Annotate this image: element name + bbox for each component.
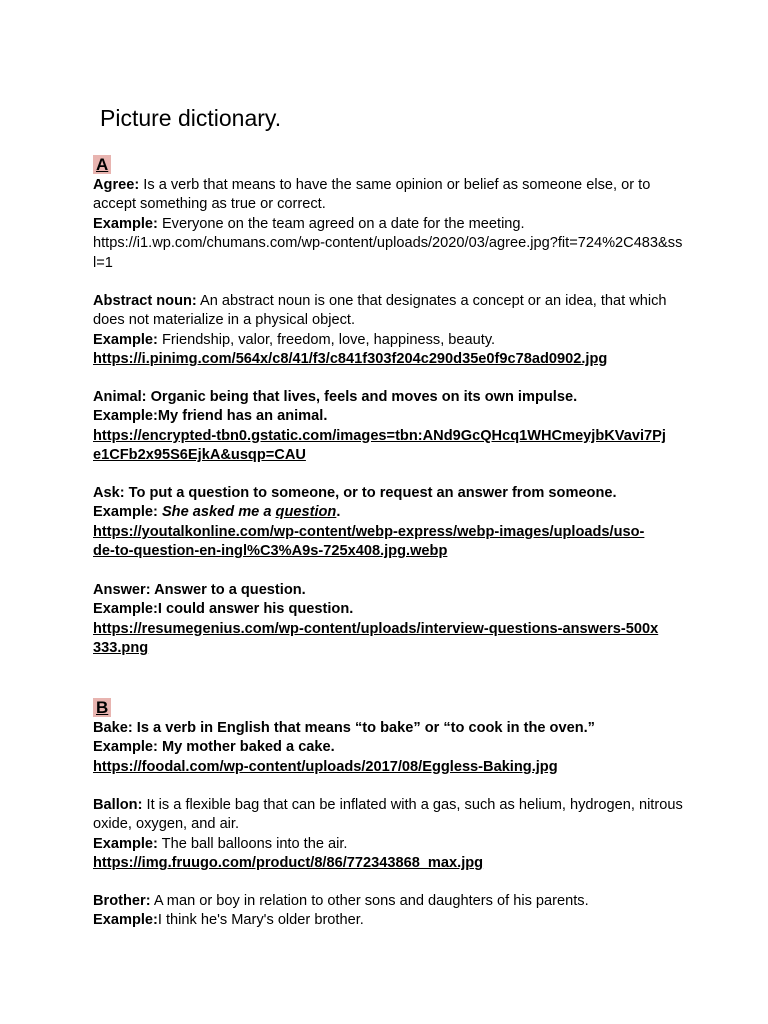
entry-abstract-noun [93, 292, 683, 370]
example-end: . [336, 504, 341, 521]
image-link[interactable]: https://youtalkonline.com/wp-content/webp-express/webp-images/uploads/uso-de-to-question-en-ingl%C3%A9s-725x408.jpg.webp [93, 523, 645, 560]
entry-definition: Bake: Is a verb in English that means “to bake” or “to cook in the oven.” [93, 720, 595, 736]
entry-term: Abstract noun: [93, 293, 197, 309]
entry-example [93, 835, 683, 854]
entry-bake [93, 719, 683, 777]
entry-definition [93, 176, 683, 215]
entry-example [93, 215, 683, 234]
entry-ballon [93, 796, 683, 874]
example-text: I think he's Mary's older brother. [157, 912, 364, 929]
example-text: The ball balloons into the air. [157, 835, 348, 852]
entry-example: Example:I could answer his question. [93, 601, 354, 618]
example-italic-underlined: question [275, 504, 337, 521]
entry-definition [93, 796, 683, 835]
entry-term: Brother: [93, 893, 151, 909]
image-link[interactable]: https://i1.wp.com/chumans.com/wp-content/uploads/2020/03/agree.jpg?fit=724%2C483&ssl=1 [93, 235, 683, 271]
entry-animal [93, 388, 683, 466]
image-link[interactable]: https://encrypted-tbn0.gstatic.com/images=tbn:ANd9GcQHcq1WHCmeyjbKVavi7Pje1CFb2x95S6EjkA&usqp=CAU [93, 427, 666, 464]
definition-text: It is a flexible bag that can be inflated with a gas, such as helium, hydrogen, nitrous oxide, oxygen, and air. [93, 797, 683, 833]
entry-brother [93, 892, 683, 931]
example-label: Example: [93, 912, 158, 929]
example-italic: She asked me a [161, 504, 276, 521]
section-letter-b: B [93, 698, 111, 717]
section-letter-a: A [93, 155, 111, 174]
entry-answer [93, 581, 683, 659]
entry-definition [93, 892, 683, 911]
entry-example [93, 911, 683, 930]
example-label: Example: [93, 835, 158, 852]
entry-definition: Answer: Answer to a question. [93, 582, 306, 598]
definition-text: Is a verb that means to have the same opinion or belief as someone else, or to accept something as true or correct. [93, 177, 651, 213]
image-link[interactable]: https://resumegenius.com/wp-content/uploads/interview-questions-answers-500x333.png [93, 620, 659, 657]
entry-term: Agree: [93, 177, 140, 193]
entry-definition [93, 292, 683, 331]
example-text: Everyone on the team agreed on a date for the meeting. [157, 215, 525, 232]
example-label: Example: [93, 504, 162, 521]
definition-text: An abstract noun is one that designates a concept or an idea, that which does not materialize in a physical object. [93, 293, 667, 329]
page-title: Picture dictionary. [100, 105, 282, 131]
definition-text: A man or boy in relation to other sons and daughters of his parents. [150, 893, 589, 909]
entry-definition: Ask: To put a question to someone, or to request an answer from someone. [93, 485, 617, 501]
image-link[interactable]: https://i.pinimg.com/564x/c8/41/f3/c841f303f204c290d35e0f9c78ad0902.jpg [93, 351, 608, 368]
entry-term: Ballon: [93, 797, 143, 813]
entry-definition: Animal: Organic being that lives, feels and moves on its own impulse. [93, 389, 578, 405]
entry-example [93, 331, 683, 350]
image-link[interactable]: https://img.fruugo.com/product/8/86/772343868_max.jpg [93, 855, 484, 872]
image-link[interactable]: https://foodal.com/wp-content/uploads/2017/08/Eggless-Baking.jpg [93, 758, 558, 775]
entry-agree [93, 176, 683, 273]
example-label: Example: [93, 215, 158, 232]
entry-ask [93, 484, 683, 562]
entry-example [93, 503, 683, 522]
example-text: Friendship, valor, freedom, love, happiness, beauty. [157, 331, 496, 348]
entry-example: Example: My mother baked a cake. [93, 739, 335, 756]
example-label: Example: [93, 331, 158, 348]
entry-example: Example:My friend has an animal. [93, 408, 328, 425]
